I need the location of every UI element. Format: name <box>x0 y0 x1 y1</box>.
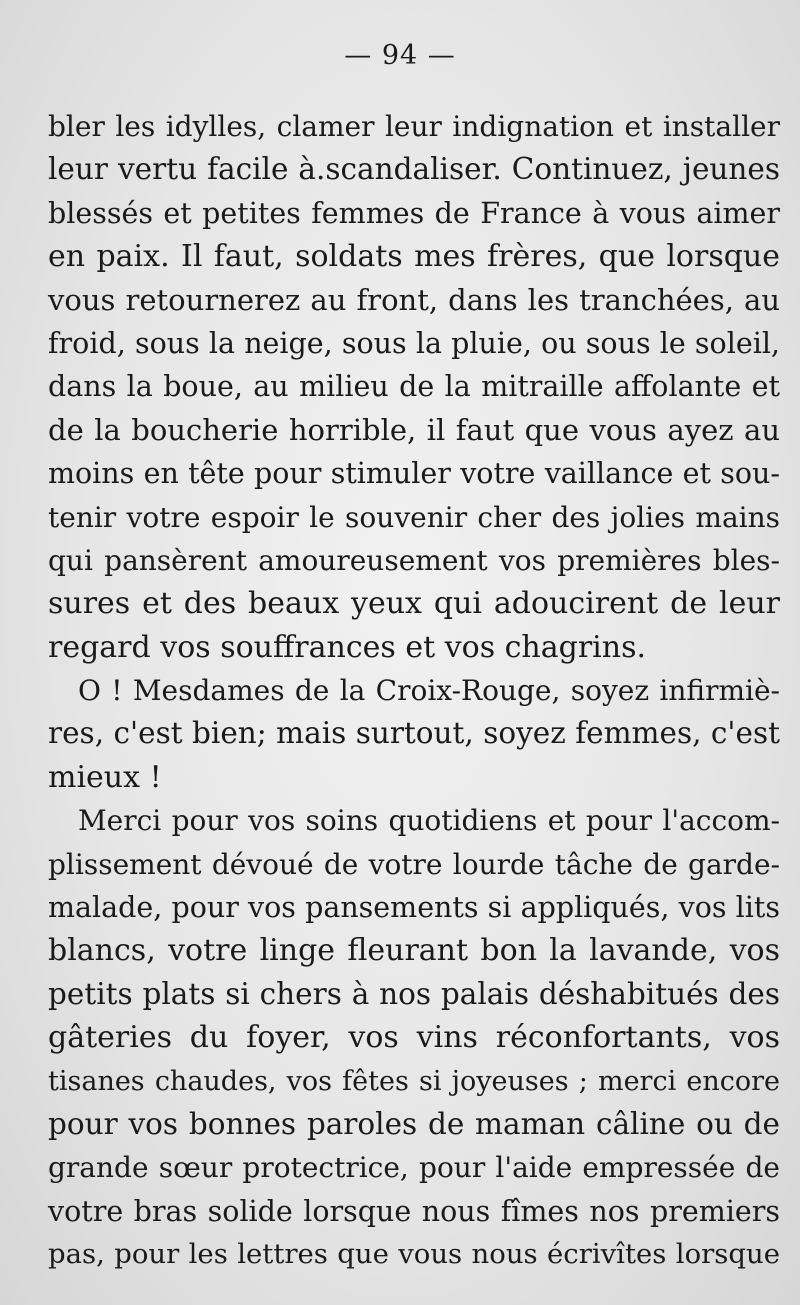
text-line: blessés et petites femmes de France à vous aimer <box>48 196 780 230</box>
text-line: mieux ! <box>48 759 162 795</box>
text-line: res, c'est bien; mais surtout, soyez femmes, c'est <box>48 716 780 751</box>
text-line: en paix. Il faut, soldats mes frères, que lorsque <box>48 239 780 275</box>
text-line: leur vertu facile à.scandaliser. Continuez, jeunes <box>48 152 780 187</box>
text-line: tenir votre espoir le souvenir cher des jolies mains <box>48 500 780 534</box>
text-line: petits plats si chers à nos palais déshabitués des <box>48 976 780 1011</box>
text-line: gâteries du foyer, vos vins réconfortants, vos <box>48 1020 780 1056</box>
text-line: regard vos souffrances et vos chagrins. <box>48 629 647 665</box>
text-line: votre bras solide lorsque nous fîmes nos premiers <box>48 1194 780 1228</box>
text-line: moins en tête pour stimuler votre vaillance et sou- <box>48 457 780 491</box>
body-text <box>48 105 780 1277</box>
text-line: blancs, votre linge fleurant bon la lavande, vos <box>48 933 780 969</box>
text-line: Merci pour vos soins quotidiens et pour l'accom- <box>78 804 780 838</box>
text-line: grande sœur protectrice, pour l'aide empressée de <box>48 1151 780 1185</box>
text-line: qui pansèrent amoureusement vos premières bles- <box>48 543 780 577</box>
text-line: O ! Mesdames de la Croix-Rouge, soyez infirmiè- <box>78 674 780 708</box>
text-line: pas, pour les lettres que vous nous écrivîtes lorsque <box>48 1238 780 1271</box>
text-line: de la boucherie horrible, il faut que vous ayez au <box>48 412 780 447</box>
text-line: tisanes chaudes, vos fêtes si joyeuses ; merci encore <box>48 1065 780 1097</box>
text-line: pour vos bonnes paroles de maman câline ou de <box>48 1106 780 1141</box>
text-line: vous retournerez au front, dans les tranchées, au <box>48 282 780 317</box>
text-line: dans la boue, au milieu de la mitraille affolante et <box>48 370 780 404</box>
text-line: bler les idylles, clamer leur indignation et installer <box>48 110 780 143</box>
text-line: plissement dévoué de votre lourde tâche de garde- <box>48 847 780 881</box>
text-line: malade, pour vos pansements si appliqués, vos lits <box>48 891 780 925</box>
page-number: — 94 — <box>344 40 456 71</box>
text-line: sures et des beaux yeux qui adoucirent de leur <box>48 586 780 622</box>
text-line: froid, sous la neige, sous la pluie, ou sous le soleil, <box>48 326 780 360</box>
